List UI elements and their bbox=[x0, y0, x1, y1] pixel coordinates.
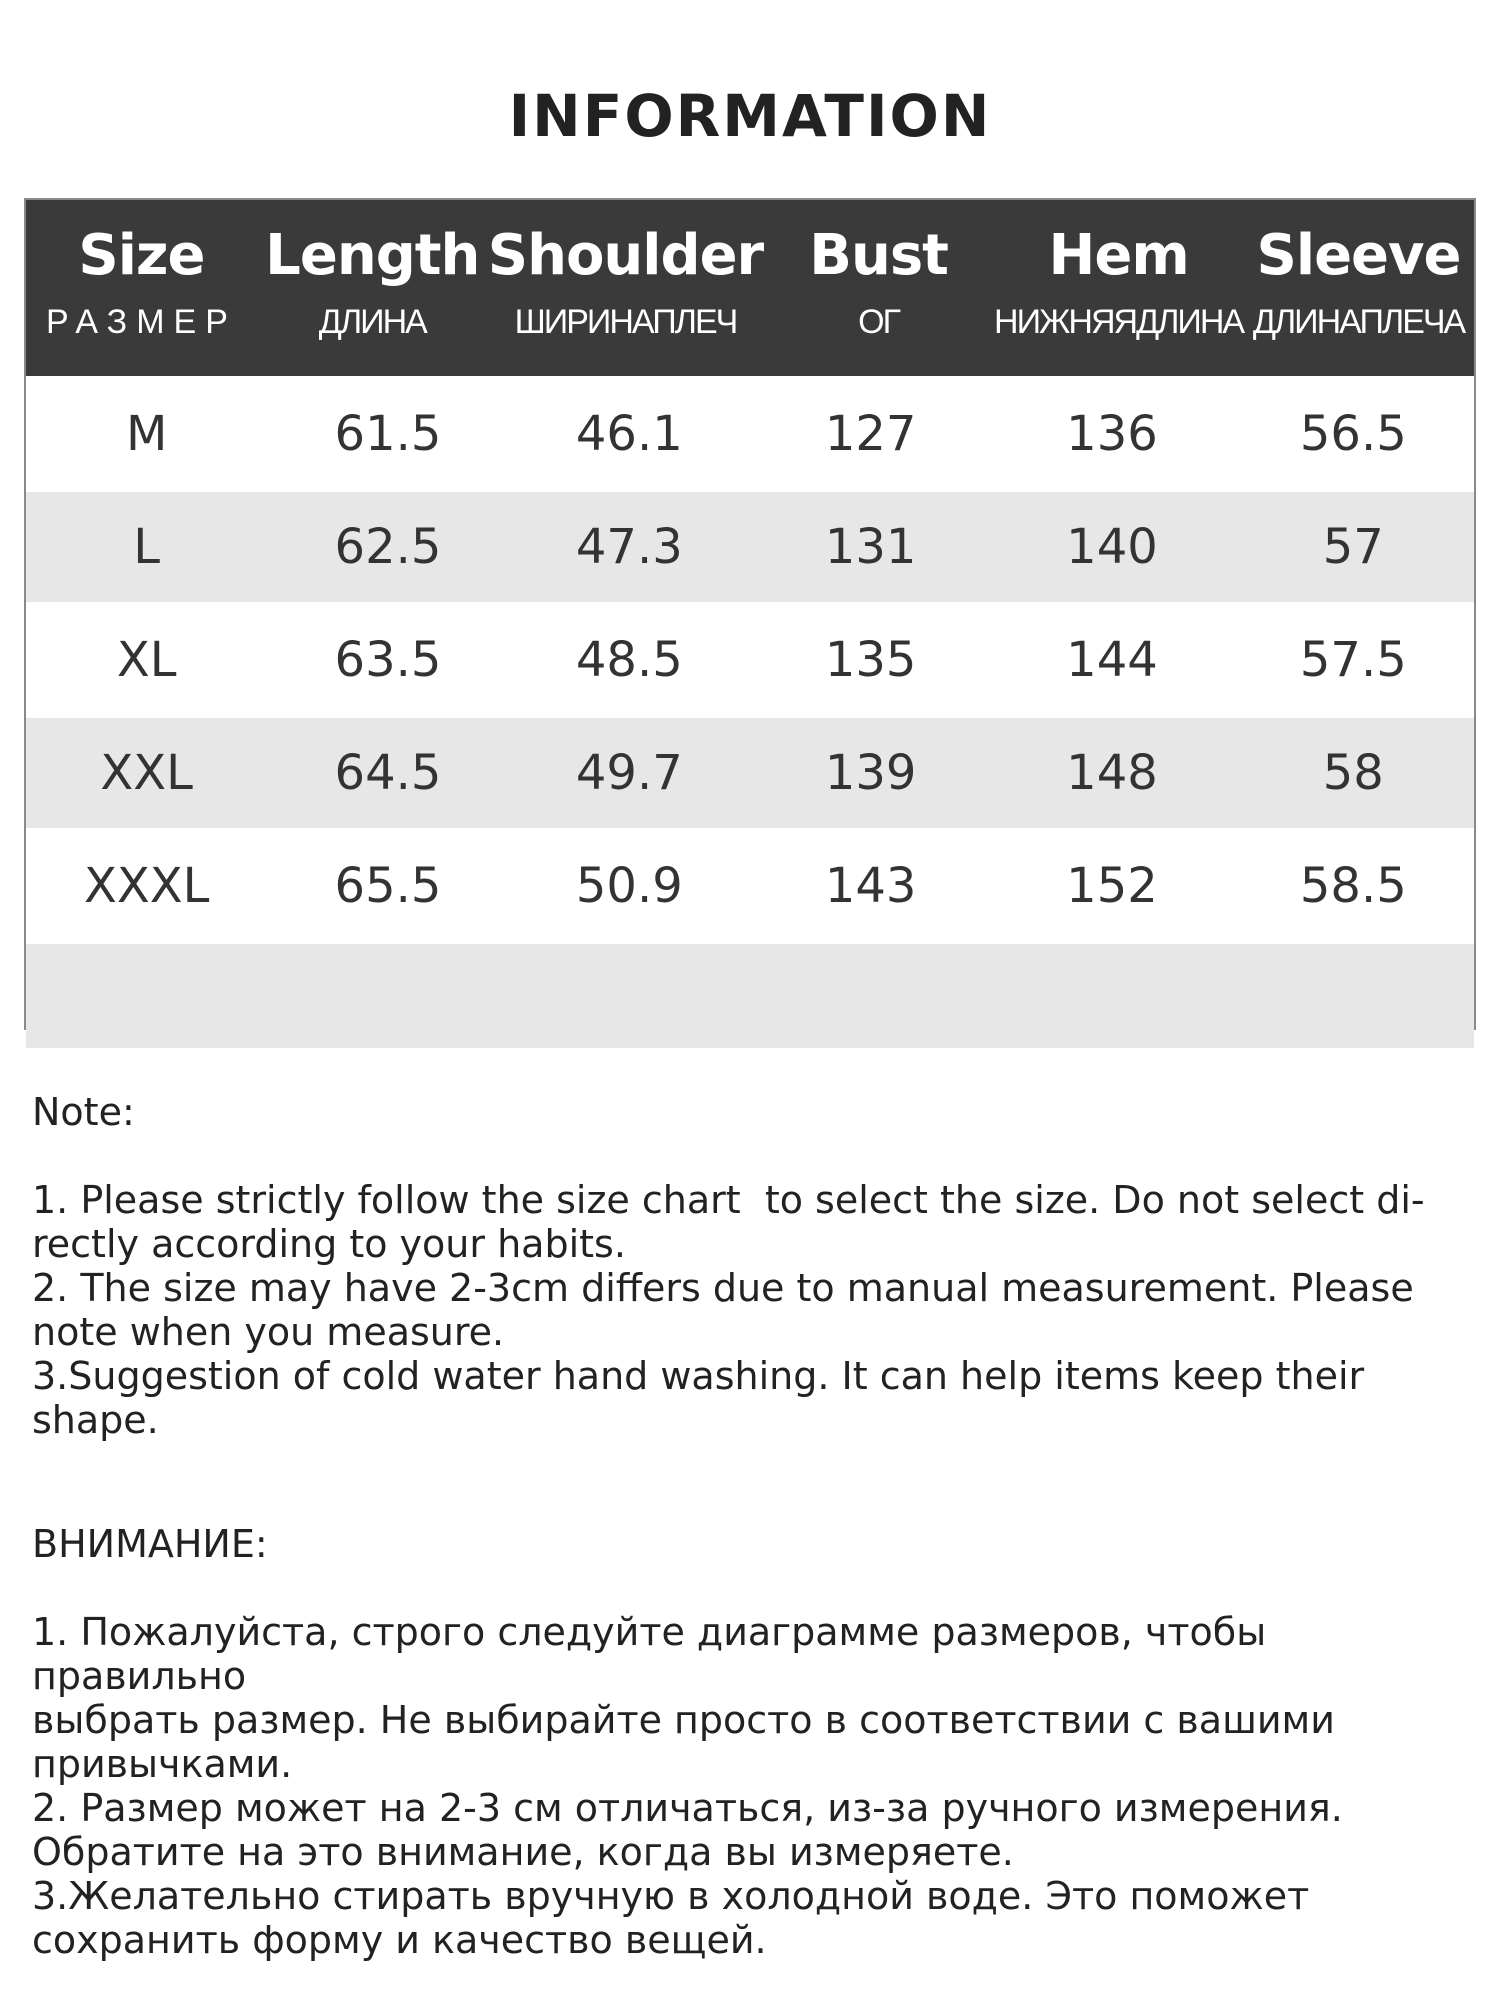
cell-size: XL bbox=[116, 632, 177, 688]
spacer bbox=[32, 1442, 1472, 1522]
cell-sleeve: 57.5 bbox=[1299, 632, 1407, 688]
header-label-en: Hem bbox=[1048, 223, 1189, 288]
cell-sleeve: 58 bbox=[1322, 745, 1384, 801]
table-row bbox=[26, 602, 1474, 718]
cell-sleeve: 56.5 bbox=[1299, 406, 1407, 462]
cell-bust: 143 bbox=[824, 858, 917, 914]
cell-sleeve: 57 bbox=[1322, 519, 1384, 575]
cell-length: 65.5 bbox=[334, 858, 442, 914]
spacer bbox=[32, 1566, 1472, 1610]
header-shoulder bbox=[488, 200, 763, 376]
header-label-en: Shoulder bbox=[487, 223, 764, 288]
note-item: 3.Suggestion of cold water hand washing. It can help items keep their shape. bbox=[32, 1354, 1365, 1442]
note-item: 1. Please strictly follow the size chart to select the size. Do not select di- rectly according to your habits. bbox=[32, 1178, 1425, 1266]
note-item: 2. The size may have 2-3cm differs due to manual measurement. Please note when you measure. bbox=[32, 1266, 1414, 1354]
header-label-ru: ОГ bbox=[858, 303, 900, 341]
cell-hem: 140 bbox=[1066, 519, 1158, 575]
header-label-en: Sleeve bbox=[1256, 223, 1461, 288]
header-label-en: Size bbox=[78, 223, 205, 288]
cell-size: L bbox=[133, 519, 161, 575]
table-row bbox=[26, 718, 1474, 828]
header-length bbox=[257, 200, 488, 376]
cell-hem: 136 bbox=[1066, 406, 1158, 462]
table-header bbox=[26, 200, 1474, 376]
notice-ru-item: 1. Пожалуйста, строго следуйте диаграмме размеров, чтобы правильно выбрать размер. Не выбирайте просто в соответствии с вашими привычками. bbox=[32, 1610, 1335, 1786]
header-sleeve bbox=[1243, 200, 1474, 376]
header-label-ru: РАЗМЕР bbox=[45, 303, 237, 341]
cell-shoulder: 49.7 bbox=[575, 745, 683, 801]
header-hem bbox=[994, 200, 1243, 376]
cell-hem: 152 bbox=[1066, 858, 1158, 914]
cell-bust: 127 bbox=[824, 406, 917, 462]
header-label-ru: ДЛИНА bbox=[318, 303, 426, 341]
spacer bbox=[32, 1134, 1472, 1178]
cell-bust: 139 bbox=[824, 745, 917, 801]
table-row bbox=[26, 376, 1474, 492]
cell-hem: 144 bbox=[1066, 632, 1158, 688]
page-title: INFORMATION bbox=[508, 82, 992, 150]
header-bust bbox=[763, 200, 994, 376]
cell-shoulder: 47.3 bbox=[575, 519, 683, 575]
cell-shoulder: 48.5 bbox=[575, 632, 683, 688]
cell-length: 62.5 bbox=[334, 519, 442, 575]
table-row bbox=[26, 492, 1474, 602]
cell-hem: 148 bbox=[1066, 745, 1158, 801]
cell-length: 64.5 bbox=[334, 745, 442, 801]
cell-size: XXXL bbox=[83, 858, 210, 914]
cell-size: XXL bbox=[100, 745, 193, 801]
cell-shoulder: 50.9 bbox=[575, 858, 683, 914]
cell-sleeve: 58.5 bbox=[1299, 858, 1407, 914]
size-table bbox=[24, 198, 1476, 1030]
notice-ru-heading: ВНИМАНИЕ: bbox=[32, 1522, 268, 1566]
header-label-ru: ШИРИНАПЛЕЧ bbox=[514, 303, 737, 341]
notes-section bbox=[32, 1090, 1472, 1962]
cell-bust: 131 bbox=[824, 519, 917, 575]
notice-ru-item: 2. Размер может на 2-3 см отличаться, из-за ручного измерения. Обратите на это внимание, когда вы измеряете. bbox=[32, 1786, 1343, 1874]
header-label-ru: НИЖНЯЯДЛИНА bbox=[994, 303, 1244, 341]
cell-length: 63.5 bbox=[334, 632, 442, 688]
table-empty-row bbox=[26, 944, 1474, 1048]
cell-length: 61.5 bbox=[334, 406, 442, 462]
cell-shoulder: 46.1 bbox=[575, 406, 683, 462]
note-heading: Note: bbox=[32, 1090, 135, 1134]
header-label-en: Bust bbox=[809, 223, 948, 288]
cell-size: M bbox=[125, 406, 168, 462]
notice-ru-item: 3.Желательно стирать вручную в холодной воде. Это поможет сохранить форму и качество вещей. bbox=[32, 1874, 1310, 1962]
header-label-ru: ДЛИНАПЛЕЧА bbox=[1252, 303, 1465, 341]
table-row bbox=[26, 828, 1474, 944]
cell-bust: 135 bbox=[824, 632, 917, 688]
header-label-en: Length bbox=[265, 223, 480, 288]
header-size bbox=[26, 200, 257, 376]
